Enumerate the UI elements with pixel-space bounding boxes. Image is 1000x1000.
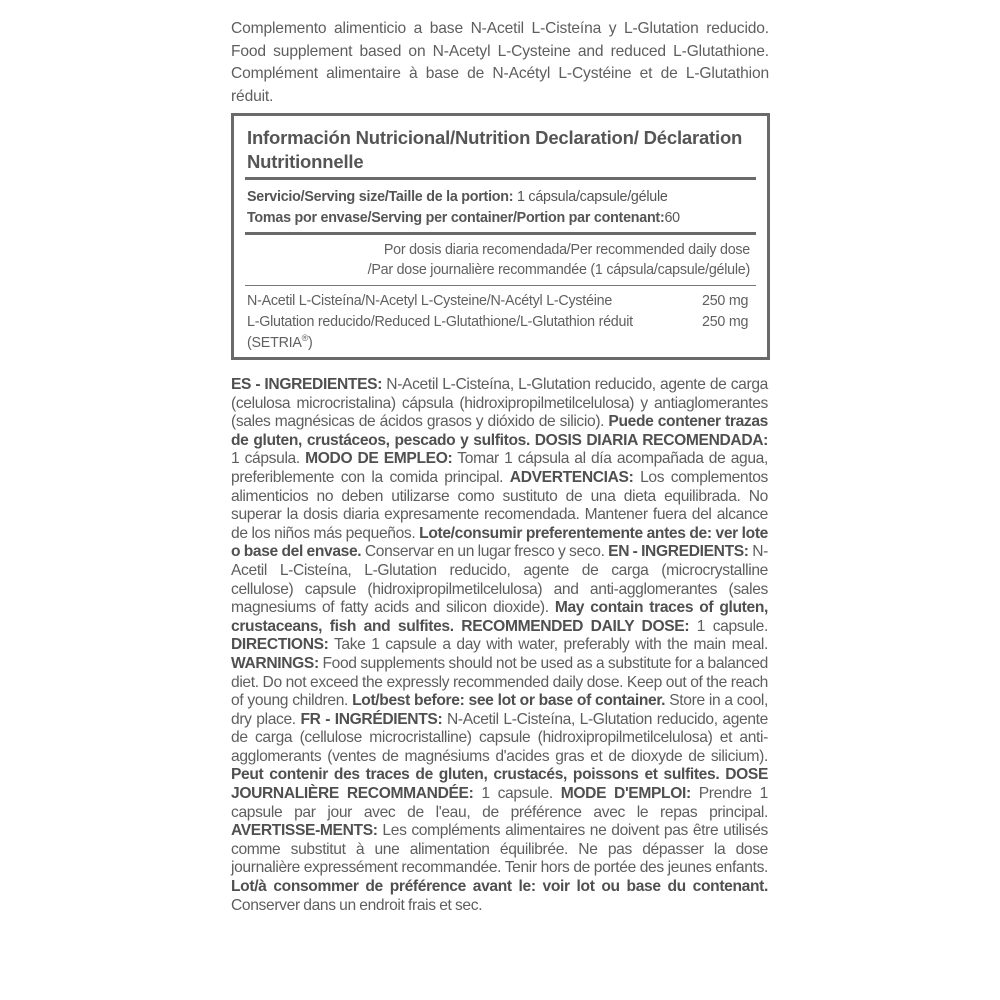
- serving-divider: [245, 232, 756, 235]
- fr-warnings-heading: AVERTISSE-MENTS:: [231, 822, 378, 840]
- fr-storage-text: Conserver dans un endroit frais et sec.: [231, 896, 483, 914]
- en-lot-heading: Lot/best before: see lot or base of container.: [352, 692, 666, 710]
- en-directions-text: Take 1 capsule a day with water, preferably with the main meal.: [328, 636, 768, 654]
- fr-warnings-text: Les compléments alimentaires ne doivent pas être utilisés comme substitut à une alimentation équilibrée. Ne pas dépasser la dose journalière expressément recommandée. Tenir hors de portée des jeunes enfants.: [231, 822, 768, 877]
- registered-mark: ®: [301, 333, 309, 344]
- es-ingredients-heading: ES - INGREDIENTES:: [231, 376, 383, 393]
- es-warnings-text: Los complementos alimenticios no deben utilizarse como sustituto de una dieta equilibrada. No superar la dosis diaria expresamente recomendada. Mantener fuera del alcance de los niños más pequeños.: [231, 468, 768, 542]
- product-description: [231, 18, 769, 108]
- es-ingredients-text: N-Acetil L-Cisteína, L-Glutation reducido, agente de carga (celulosa microcristalina) cápsula (hidroxipropilmetilcelulosa) y antiaglomerantes (sales magnésicas de ácidos grasos y dióxido de silicio).: [231, 376, 768, 431]
- fr-directions-heading: MODE D'EMPLOI:: [560, 785, 691, 803]
- en-directions-heading: DIRECTIONS:: [231, 636, 329, 654]
- nutrition-title: Información Nutricional/Nutrition Declaration/ Déclaration Nutritionnelle: [247, 127, 743, 172]
- nutrient-amount: 250 mg: [702, 293, 749, 309]
- nutrient-amount: 250 mg: [702, 314, 749, 330]
- serving-size-label: Servicio/Serving size/Taille de la portion:: [247, 189, 514, 205]
- servings-per-container-line: [247, 208, 762, 229]
- fr-allergen-dose-heading: Peut contenir des traces de gluten, crustacés, poissons et sulfites. DOSE JOURNALIÈRE RECOMMANDÉE:: [231, 766, 768, 803]
- nutrient-row: [247, 312, 762, 333]
- es-directions-text: Tomar 1 cápsula al día acompañada de agua, preferiblemente con la comida principal.: [231, 450, 768, 486]
- en-warnings-heading: WARNINGS:: [231, 654, 319, 672]
- nutrient-row: [247, 291, 762, 312]
- en-storage-text: Store in a cool, dry place.: [231, 692, 768, 728]
- fr-directions-text: Prendre 1 capsule par jour avec de l'eau, de préférence avec le repas principal.: [231, 785, 768, 821]
- fr-lot-heading: Lot/à consommer de préférence avant le: voir lot ou base du contenant.: [231, 878, 768, 896]
- serving-info: [247, 187, 762, 229]
- serving-size-line: [247, 187, 762, 208]
- title-divider: [245, 177, 756, 180]
- servings-per-container-value: 60: [664, 210, 680, 226]
- en-allergen-dose-heading: May contain traces of gluten, crustaceans, fish and sulfites. RECOMMENDED DAILY DOSE:: [231, 599, 769, 635]
- es-allergen-dose-heading: Puede contener trazas de gluten, crustáceos, pescado y sulfitos. DOSIS DIARIA RECOMENDADA:: [231, 413, 768, 449]
- setria-text: (SETRIA: [247, 335, 302, 351]
- en-dose-text: 1 capsule.: [689, 617, 768, 635]
- fr-ingredients-heading: FR - INGRÉDIENTS:: [300, 710, 443, 728]
- nutrition-panel: [231, 113, 770, 360]
- product-description-text: Complemento alimenticio a base N-Acetil L-Cisteína y L-Glutation reducido. Food supplement based on N-Acetyl L-Cysteine and reduced L-Glutathione. Complément alimentaire à base de N-Acétyl L-Cystéine et de L-Glutathion réduit.: [231, 20, 769, 105]
- fr-ingredients-text: N-Acetil L-Cisteína, L-Glutation reducido, agente de carga (cellulose microcristalline) capsule (hidroxipropilmetilcelulosa) et anti-agglomerants (ventes de magnésiums d'acides gras et de dioxyde de silicium).: [231, 710, 768, 765]
- nutrition-panel-inner: [245, 116, 756, 357]
- en-ingredients-heading: EN - INGREDIENTS:: [608, 543, 749, 561]
- nutrient-name: N-Acetil L-Cisteína/N-Acetyl L-Cysteine/N-Acétyl L-Cystéine: [247, 293, 613, 309]
- ingredients-and-directions: [231, 376, 768, 915]
- nutrient-list: [247, 291, 762, 354]
- setria-close: ): [308, 335, 313, 351]
- serving-size-value: 1 cápsula/capsule/gélule: [513, 189, 668, 205]
- es-dose-text: 1 cápsula.: [231, 450, 306, 468]
- nutrient-name: L-Glutation reducido/Reduced L-Glutathione/L-Glutathion réduit: [247, 314, 633, 330]
- servings-per-container-label: Tomas por envase/Serving per container/Portion par contenant:: [247, 210, 665, 226]
- setria-note: [247, 333, 762, 354]
- es-lot-heading: Lote/consumir preferentemente antes de: ver lote o base del envase.: [231, 524, 768, 561]
- es-warnings-heading: ADVERTENCIAS:: [509, 468, 634, 486]
- es-directions-heading: MODO DE EMPLEO:: [305, 450, 453, 468]
- es-storage-text: Conservar en un lugar fresco y seco.: [361, 543, 609, 561]
- en-warnings-text: Food supplements should not be used as a substitute for a balanced diet. Do not exceed the expressly recommended daily dose. Keep out of the reach of young children.: [231, 654, 768, 710]
- dose-header: [270, 240, 750, 280]
- dose-header-line-1: Por dosis diaria recomendada/Per recommended daily dose: [383, 242, 750, 258]
- fr-dose-text: 1 capsule.: [473, 785, 561, 803]
- dose-header-divider: [245, 285, 756, 286]
- en-ingredients-text: N-Acetil L-Cisteína, L-Glutation reducido, agente de carga (microcrystalline cellulose) capsule (hidroxipropilmetilcelulosa) and anti-agglomerantes (sales magnesiums of fatty acids and silicon dioxide).: [231, 543, 768, 617]
- dose-header-line-2: /Par dose journalière recommandée (1 cápsula/capsule/gélule): [367, 262, 750, 278]
